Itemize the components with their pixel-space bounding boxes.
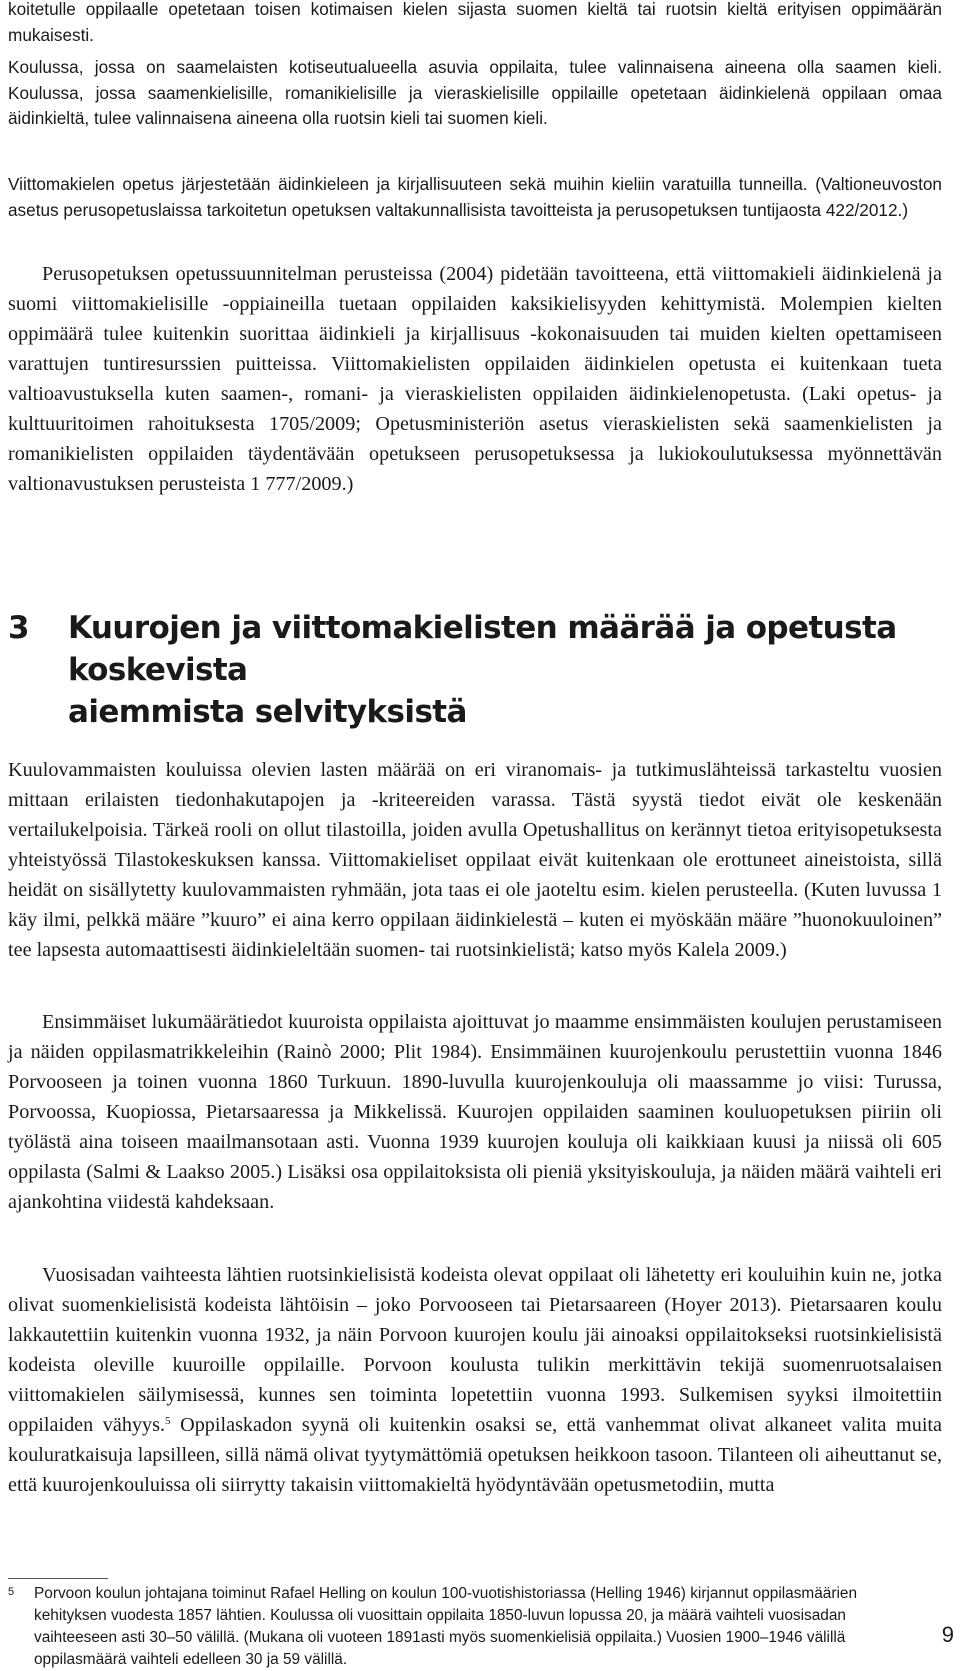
- quoted-statute-paragraph: Viittomakielen opetus järjestetään äidinkieleen ja kirjallisuuteen sekä muihin kieliin varatuilla tunneilla. (Valtioneuvoston asetus perusopetuslaissa tarkoitetun opetuksen valtakunnallisista tavoitteista ja perusopetuksen tuntijaosta 422/2012.): [8, 174, 942, 220]
- body-text: Oppilaskadon syynä oli kuitenkin osaksi se, että vanhemmat olivat alkaneet valita muita kouluratkaisuja lapsilleen, sillä nämä olivat tyytymättömiä opetuksen heikkoon tasoon. Tilanteen oli aiheuttanut se, että kuurojenkouluissa oli siirrytty takaisin viittomakieltä hyödyntävään opetusmetodiin, mutta: [8, 1414, 942, 1496]
- section-title: [68, 607, 942, 733]
- page-number: 9: [941, 1622, 954, 1647]
- footnote-reference[interactable]: 5: [165, 1415, 171, 1427]
- body-text: Vuosisadan vaihteesta lähtien ruotsinkielisistä kodeista olevat oppilaat oli lähetetty eri kouluihin kuin ne, jotka olivat suomenkielisistä kodeista lähtöisin – joko Porvooseen tai Pietarsaareen (Hoyer 2013). Pietarsaaren koulu lakkautettiin kuitenkin vuonna 1932, ja näin Porvoon kuurojen koulu jäi ainoaksi oppilaitokseksi ruotsinkielisistä kodeista oleville kuuroille oppilaille. Porvoon koulusta tulikin merkittävin tekijä suomenruotsalaisen viittomakielen säilymisessä, kunnes sen toiminta lopetettiin vuonna 1993. Sulkemisen syyksi ilmoitettiin oppilaiden vähyys.: [8, 1264, 942, 1436]
- footnote: [8, 1583, 913, 1671]
- section-heading: [8, 607, 942, 733]
- section-number: 3: [8, 610, 29, 646]
- body-paragraph: Perusopetuksen opetussuunnitelman perusteissa (2004) pidetään tavoitteena, että viittomakieli äidinkielenä ja suomi viittomakielisille -oppiaineilla tuetaan oppilaiden kaksikielisyyden kehittymistä. Molempien kielten oppimäärä tulee kuitenkin suorittaa äidinkieli ja kirjallisuus -kokonaisuuden tai muiden kielten opettamiseen varattujen tuntiresurssien puitteissa. Viittomakielisten oppilaiden äidinkielen opetusta ei kuitenkaan tueta valtioavustuksella kuten saamen-, romani- ja vieraskielisten oppilaiden äidinkielenopetusta. (Laki opetus- ja kulttuuritoimen rahoituksesta 1705/2009; Opetusministeriön asetus vieraskielisten sekä saamenkielisten ja romanikielisten oppilaiden täydentävään opetukseen perusopetuksessa ja lukiokoulutuksessa myönnettävän valtionavustuksen perusteista 1 777/2009.): [8, 263, 942, 495]
- footnote-divider: [8, 1578, 108, 1579]
- section-title-line: aiemmista selvityksistä: [68, 694, 467, 730]
- body-paragraph: [8, 1260, 942, 1500]
- quoted-statute-paragraph: koitetulle oppilaalle opetetaan toisen kotimaisen kielen sijasta suomen kieltä tai ruotsin kieltä erityisen oppimäärän mukaisesti.: [8, 0, 942, 45]
- footnote-mark: 5: [8, 1586, 15, 1598]
- footnote-text: Porvoon koulun johtajana toiminut Rafael Helling on koulun 100-vuotishistoriassa (Helling 1946) kirjannut oppilasmäärien kehityksen vuodesta 1857 lähtien. Koulussa oli vuosittain oppilaita 1850-luvun lopussa 20, ja määrä vaihteli vuosisadan vaihteeseen asti 30–50 välillä. (Mukana oli vuoteen 1891asti myös suomenkielisiä oppilaita.) Vuosien 1900–1946 välillä oppilasmäärä vaihteli edelleen 30 ja 59 välillä.: [34, 1585, 858, 1668]
- quoted-statute-paragraph: Koulussa, jossa on saamelaisten kotiseutualueella asuvia oppilaita, tulee valinnaisena aineena olla saamen kieli. Koulussa, jossa saamenkielisille, romanikielisille ja vieraskielisille oppilaille opetetaan äidinkielenä oppilaan omaa äidinkieltä, tulee valinnaisena aineena olla ruotsin kieli tai suomen kieli.: [8, 57, 942, 128]
- section-title-line: Kuurojen ja viittomakielisten määrää ja opetusta koskevista: [68, 610, 897, 688]
- body-paragraph: Ensimmäiset lukumäärätiedot kuuroista oppilaista ajoittuvat jo maamme ensimmäisten koulujen perustamiseen ja näiden oppilasmatrikkeleihin (Rainò 2000; Plit 1984). Ensimmäinen kuurojenkoulu perustettiin vuonna 1846 Porvooseen ja toinen vuonna 1860 Turkuun. 1890-luvulla kuurojenkouluja oli maassamme jo viisi: Turussa, Porvoossa, Kuopiossa, Pietarsaaressa ja Mikkelissä. Kuurojen oppilaiden saaminen kouluopetuksen piiriin oli työlästä aina toiseen maailmansotaan asti. Vuonna 1939 kuurojen kouluja oli kaikkiaan kuusi ja niissä oli 605 oppilasta (Salmi & Laakso 2005.) Lisäksi osa oppilaitoksista oli pieniä yksityiskouluja, ja näiden määrä vaihteli eri ajankohtina viidestä kahdeksaan.: [8, 1011, 942, 1213]
- body-paragraph: Kuulovammaisten kouluissa olevien lasten määrää on eri viranomais- ja tutkimuslähteissä tarkasteltu vuosien mittaan erilaisten tiedonhakutapojen ja -kriteereiden varassa. Tästä syystä tiedot eivät ole keskenään vertailukelpoisia. Tärkeä rooli on ollut tilastoilla, joiden avulla Opetushallitus on kerännyt tietoa erityisopetuksesta yhteistyössä Tilastokeskuksen kanssa. Viittomakieliset oppilaat eivät kuitenkaan ole erottuneet aineistoista, sillä heidät on sisällytetty kuulovammaisten ryhmään, jota taas ei ole jaoteltu esim. kielen perusteella. (Kuten luvussa 1 käy ilmi, pelkkä määre ”kuuro” ei aina kerro oppilaan äidinkielestä – kuten ei myöskään määre ”huonokuuloinen” tee lapsesta automaattisesti äidinkieleltään suomen- tai ruotsinkielistä; katso myös Kalela 2009.): [8, 759, 942, 961]
